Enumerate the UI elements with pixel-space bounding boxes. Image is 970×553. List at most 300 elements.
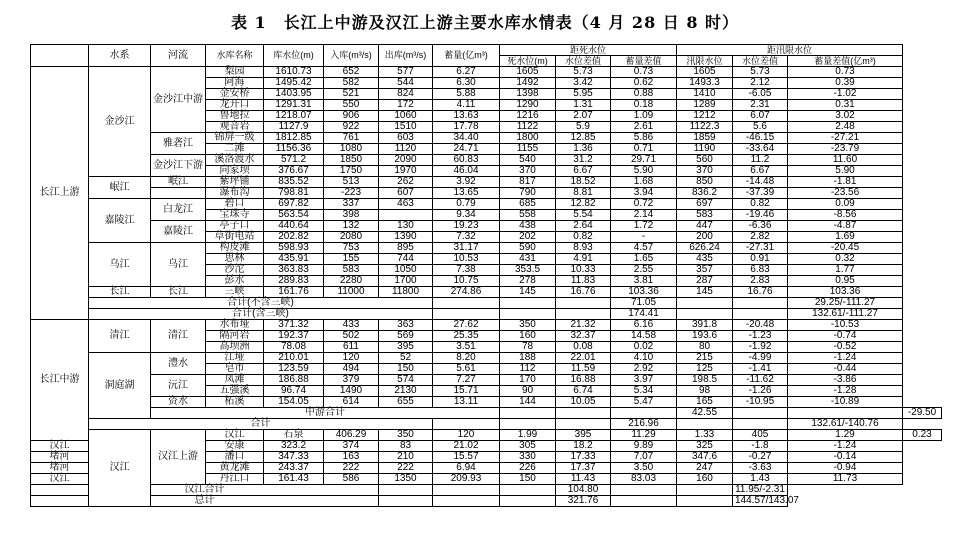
table-cell: 25.35 xyxy=(433,331,500,342)
table-cell: 0.32 xyxy=(788,254,903,265)
table-cell: 1492 xyxy=(500,78,556,89)
table-cell: 6.07 xyxy=(733,111,788,122)
table-cell: 21.32 xyxy=(556,320,611,331)
table-cell: 24.71 xyxy=(433,144,500,155)
table-cell: 90 xyxy=(500,386,556,397)
table-cell: 353.5 xyxy=(500,265,556,276)
table-cell xyxy=(733,408,788,419)
table-cell: 363 xyxy=(379,320,433,331)
table-cell xyxy=(677,298,733,309)
table-cell: 12.85 xyxy=(556,133,611,144)
table-cell: 161.76 xyxy=(264,287,324,298)
table-cell: 1495.42 xyxy=(264,78,324,89)
table-cell: 6.94 xyxy=(433,463,500,474)
table-cell: 3.92 xyxy=(433,177,500,188)
table-cell: 103.36 xyxy=(611,287,677,298)
table-cell: 13.65 xyxy=(433,188,500,199)
table-cell: -1.81 xyxy=(788,177,903,188)
table-cell: 1700 xyxy=(379,276,433,287)
table-row xyxy=(31,375,942,386)
table-cell: 652 xyxy=(324,67,379,78)
table-cell: 7.38 xyxy=(433,265,500,276)
table-cell: -23.79 xyxy=(788,144,903,155)
table-cell: 502 xyxy=(324,331,379,342)
table-cell: -0.52 xyxy=(788,342,903,353)
table-cell: 岷江 xyxy=(151,177,206,188)
table-cell: 草街电站 xyxy=(206,232,264,243)
table-cell: 水布垭 xyxy=(206,320,264,331)
table-cell: 192.37 xyxy=(264,331,324,342)
table-cell: 溪洛渡水 xyxy=(206,155,264,166)
table-cell: 753 xyxy=(324,243,379,254)
table-cell: 216.96 xyxy=(611,419,677,430)
table-cell: 合计 xyxy=(89,419,433,430)
summary-row xyxy=(31,485,942,496)
table-cell: 3.51 xyxy=(433,342,500,353)
table-cell xyxy=(556,408,611,419)
table-cell: 200 xyxy=(677,232,733,243)
summary-row xyxy=(31,496,942,507)
table-cell: 287 xyxy=(677,276,733,287)
flood-level-header: 汛限水位 xyxy=(677,56,733,67)
table-cell: 14.58 xyxy=(611,331,677,342)
table-cell: 汉江 xyxy=(31,474,89,485)
table-cell xyxy=(556,309,611,320)
table-cell: 1.68 xyxy=(611,177,677,188)
table-cell: -1.41 xyxy=(733,364,788,375)
table-cell: 1750 xyxy=(324,166,379,177)
table-cell xyxy=(151,188,206,199)
table-cell: 558 xyxy=(500,210,556,221)
table-cell: 1060 xyxy=(379,111,433,122)
table-cell: 274.86 xyxy=(433,287,500,298)
table-cell: 198.5 xyxy=(677,375,733,386)
table-cell: 29.25/-111.27 xyxy=(788,298,903,309)
table-cell: 11.43 xyxy=(556,474,611,485)
table-cell: 4.57 xyxy=(611,243,677,254)
table-cell: 1.29 xyxy=(788,430,903,441)
table-cell: 744 xyxy=(379,254,433,265)
table-cell: 金沙江中游 xyxy=(151,67,206,133)
table-cell: 堵河 xyxy=(31,452,89,463)
table-cell: 406.29 xyxy=(324,430,379,441)
table-cell: 463 xyxy=(379,199,433,210)
table-cell: 447 xyxy=(677,221,733,232)
table-cell: 0.08 xyxy=(556,342,611,353)
table-cell: 6.67 xyxy=(733,166,788,177)
table-cell: 长江中游 xyxy=(31,320,89,441)
table-cell: 8.93 xyxy=(556,243,611,254)
outflow-header: 出库(m³/s) xyxy=(379,45,433,67)
table-cell: 1.72 xyxy=(611,221,677,232)
table-cell: 5.47 xyxy=(611,397,677,408)
table-cell: 350 xyxy=(379,430,433,441)
table-cell: 4.10 xyxy=(611,353,677,364)
table-cell: 澧水 xyxy=(151,353,206,375)
table-cell: 2.83 xyxy=(733,276,788,287)
table-cell: 330 xyxy=(500,452,556,463)
table-cell: 3.42 xyxy=(556,78,611,89)
table-cell: 582 xyxy=(324,78,379,89)
flood-storage-header: 蓄量差值(亿m³) xyxy=(788,56,903,67)
table-cell: 1510 xyxy=(379,122,433,133)
table-cell: -1.8 xyxy=(733,441,788,452)
table-cell: 1410 xyxy=(677,89,733,100)
table-cell xyxy=(677,496,733,507)
table-cell: 鲁地拉 xyxy=(206,111,264,122)
table-cell: 132 xyxy=(324,221,379,232)
table-cell: 1190 xyxy=(677,144,733,155)
table-cell: 18.52 xyxy=(556,177,611,188)
table-cell: 46.04 xyxy=(433,166,500,177)
table-cell: 144 xyxy=(500,397,556,408)
table-cell: 汉江合计 xyxy=(31,485,379,496)
table-cell: 2.82 xyxy=(733,232,788,243)
table-cell: 5.86 xyxy=(611,133,677,144)
table-cell: 1122.3 xyxy=(677,122,733,133)
table-cell: -6.05 xyxy=(733,89,788,100)
table-cell: 96.74 xyxy=(264,386,324,397)
table-cell: -10.89 xyxy=(788,397,903,408)
table-cell xyxy=(788,408,903,419)
table-cell: 沙沱 xyxy=(206,265,264,276)
table-cell: 白龙江 xyxy=(151,199,206,221)
table-cell: 202 xyxy=(500,232,556,243)
table-cell: 16.76 xyxy=(733,287,788,298)
table-cell xyxy=(733,419,788,430)
table-cell xyxy=(500,496,556,507)
table-cell: 80 xyxy=(677,342,733,353)
table-cell: 6.74 xyxy=(556,386,611,397)
table-cell: 向家坝 xyxy=(206,166,264,177)
table-cell xyxy=(433,496,500,507)
table-cell: 0.09 xyxy=(788,199,903,210)
table-row xyxy=(31,353,942,364)
table-cell: 0.18 xyxy=(611,100,677,111)
table-cell: 安康 xyxy=(206,441,264,452)
table-cell: 汉江 xyxy=(206,430,264,441)
table-cell: 8.81 xyxy=(556,188,611,199)
table-cell: 龙开口 xyxy=(206,100,264,111)
table-cell: 123.59 xyxy=(264,364,324,375)
table-cell xyxy=(733,298,788,309)
table-cell: -20.45 xyxy=(788,243,903,254)
table-cell: 78 xyxy=(500,342,556,353)
table-cell: 18.2 xyxy=(556,441,611,452)
table-cell: 188 xyxy=(500,353,556,364)
table-cell: 305 xyxy=(500,441,556,452)
table-cell: 655 xyxy=(379,397,433,408)
table-cell: 247 xyxy=(677,463,733,474)
table-cell: 紫坪铺 xyxy=(206,177,264,188)
table-cell: 1.36 xyxy=(556,144,611,155)
reservoir-table xyxy=(30,44,942,507)
table-row xyxy=(31,243,942,254)
table-cell: 1289 xyxy=(677,100,733,111)
table-cell: 1800 xyxy=(500,133,556,144)
table-cell: 571.2 xyxy=(264,155,324,166)
table-cell: 790 xyxy=(500,188,556,199)
table-cell: 835.52 xyxy=(264,177,324,188)
flood-diff-header: 水位差值 xyxy=(733,56,788,67)
table-cell: 0.82 xyxy=(556,232,611,243)
table-cell: 五强溪 xyxy=(206,386,264,397)
table-cell: 1970 xyxy=(379,166,433,177)
table-cell: 193.6 xyxy=(677,331,733,342)
table-cell: 350 xyxy=(500,320,556,331)
level-header: 库水位(m) xyxy=(264,45,324,67)
table-cell: -19.46 xyxy=(733,210,788,221)
table-cell: 观音岩 xyxy=(206,122,264,133)
table-cell: 汉江 xyxy=(89,430,151,507)
table-cell xyxy=(500,298,556,309)
table-cell: 11000 xyxy=(324,287,379,298)
table-cell: 7.32 xyxy=(433,232,500,243)
table-cell: 586 xyxy=(324,474,379,485)
table-cell: 5.61 xyxy=(433,364,500,375)
table-cell: -0.94 xyxy=(788,463,903,474)
table-cell: 685 xyxy=(500,199,556,210)
table-cell: 34.40 xyxy=(433,133,500,144)
table-cell: 2.07 xyxy=(556,111,611,122)
table-cell: 150 xyxy=(379,364,433,375)
table-cell: 27.62 xyxy=(433,320,500,331)
table-row xyxy=(31,287,942,298)
table-cell: -1.28 xyxy=(788,386,903,397)
table-cell: 乌江 xyxy=(89,243,151,287)
table-cell: 合计(不含三峡) xyxy=(89,298,433,309)
table-cell: 150 xyxy=(500,474,556,485)
table-cell: 583 xyxy=(324,265,379,276)
table-cell: 31.2 xyxy=(556,155,611,166)
table-cell: 2.64 xyxy=(556,221,611,232)
table-cell: 1212 xyxy=(677,111,733,122)
table-cell: 906 xyxy=(324,111,379,122)
table-cell: 172 xyxy=(379,100,433,111)
table-cell: -6.36 xyxy=(733,221,788,232)
table-cell: 374 xyxy=(324,441,379,452)
table-cell: 2.14 xyxy=(611,210,677,221)
table-cell: 376.67 xyxy=(264,166,324,177)
table-cell: -3.63 xyxy=(733,463,788,474)
table-cell: 11.73 xyxy=(788,474,903,485)
storage-header: 蓄量(亿m³) xyxy=(433,45,500,67)
table-cell: 11.2 xyxy=(733,155,788,166)
table-cell: 丹江口 xyxy=(206,474,264,485)
table-cell: 78.08 xyxy=(264,342,324,353)
table-cell: 金安桥 xyxy=(206,89,264,100)
table-cell: 120 xyxy=(324,353,379,364)
table-cell xyxy=(433,309,500,320)
table-cell: 0.88 xyxy=(611,89,677,100)
table-cell: 29.71 xyxy=(611,155,677,166)
table-cell: 乌江 xyxy=(151,243,206,287)
table-cell: 13.11 xyxy=(433,397,500,408)
table-cell: 697 xyxy=(677,199,733,210)
table-cell: 5.73 xyxy=(733,67,788,78)
table-cell: 1080 xyxy=(324,144,379,155)
table-cell: 603 xyxy=(379,133,433,144)
table-cell: 435.91 xyxy=(264,254,324,265)
table-cell: 1050 xyxy=(379,265,433,276)
table-cell xyxy=(500,485,556,496)
table-cell: 汉江 xyxy=(31,441,89,452)
table-cell: 0.39 xyxy=(788,78,903,89)
table-cell: -10.53 xyxy=(788,320,903,331)
table-cell: 15.71 xyxy=(433,386,500,397)
table-cell: 洞庭湖 xyxy=(89,353,151,419)
table-cell: 嘉陵江 xyxy=(151,221,206,243)
table-cell: 1.31 xyxy=(556,100,611,111)
table-cell: 梨园 xyxy=(206,67,264,78)
table-cell: 2090 xyxy=(379,155,433,166)
table-cell xyxy=(611,496,677,507)
table-cell: 2280 xyxy=(324,276,379,287)
table-cell: 103.36 xyxy=(788,287,903,298)
table-cell: 1291.31 xyxy=(264,100,324,111)
reservoir-header: 水库名称 xyxy=(206,45,264,67)
table-cell xyxy=(611,485,677,496)
table-cell: 清江 xyxy=(151,320,206,353)
table-cell: 中游合计 xyxy=(151,408,500,419)
table-cell: 697.82 xyxy=(264,199,324,210)
table-cell: 1.69 xyxy=(788,232,903,243)
table-cell xyxy=(611,408,677,419)
table-cell: 黄龙滩 xyxy=(206,463,264,474)
flood-level-group-header: 距汛限水位 xyxy=(677,45,903,56)
dead-level-header: 死水位(m) xyxy=(500,56,556,67)
table-row xyxy=(31,133,942,144)
table-cell: 161.43 xyxy=(264,474,324,485)
table-cell: 165 xyxy=(677,397,733,408)
table-cell: 1216 xyxy=(500,111,556,122)
table-cell: 836.2 xyxy=(677,188,733,199)
table-cell: -1.24 xyxy=(788,353,903,364)
table-cell: 160 xyxy=(677,474,733,485)
table-cell: 汉江上游 xyxy=(151,430,206,485)
table-cell: 0.62 xyxy=(611,78,677,89)
table-row xyxy=(31,221,942,232)
table-cell: 10.05 xyxy=(556,397,611,408)
table-cell: 577 xyxy=(379,67,433,78)
table-cell: 607 xyxy=(379,188,433,199)
table-cell: 嘉陵江 xyxy=(89,199,151,243)
table-cell: 278 xyxy=(500,276,556,287)
table-cell: 1610.73 xyxy=(264,67,324,78)
table-cell: 0.79 xyxy=(433,199,500,210)
inflow-header: 入库(m³/s) xyxy=(324,45,379,67)
table-cell: 160 xyxy=(500,331,556,342)
table-cell: 2.31 xyxy=(733,100,788,111)
table-cell: 3.97 xyxy=(611,375,677,386)
table-cell: 563.54 xyxy=(264,210,324,221)
table-cell: 2130 xyxy=(379,386,433,397)
table-cell: 6.27 xyxy=(433,67,500,78)
table-cell: 彭水 xyxy=(206,276,264,287)
table-cell: 1398 xyxy=(500,89,556,100)
table-cell: 17.37 xyxy=(556,463,611,474)
table-cell: 540 xyxy=(500,155,556,166)
table-cell: 10.33 xyxy=(556,265,611,276)
table-cell: 9.89 xyxy=(611,441,677,452)
table-cell: 895 xyxy=(379,243,433,254)
table-cell: -0.44 xyxy=(788,364,903,375)
table-cell: 590 xyxy=(500,243,556,254)
table-cell: 1850 xyxy=(324,155,379,166)
table-cell: 6.67 xyxy=(556,166,611,177)
table-cell: 金沙江下游 xyxy=(151,155,206,177)
table-cell xyxy=(433,485,500,496)
table-cell: 19.23 xyxy=(433,221,500,232)
table-cell: 222 xyxy=(324,463,379,474)
table-cell: 130 xyxy=(379,221,433,232)
table-cell: 405 xyxy=(733,430,788,441)
table-cell: 清江 xyxy=(89,320,151,353)
table-cell: 60.83 xyxy=(433,155,500,166)
table-cell: 15.57 xyxy=(433,452,500,463)
table-cell: 1493.3 xyxy=(677,78,733,89)
table-cell: 7.07 xyxy=(611,452,677,463)
table-cell: 850 xyxy=(677,177,733,188)
table-cell: 5.73 xyxy=(556,67,611,78)
table-cell xyxy=(500,408,556,419)
table-cell: -10.95 xyxy=(733,397,788,408)
table-cell: -1.23 xyxy=(733,331,788,342)
table-cell: 560 xyxy=(677,155,733,166)
table-cell: 1.43 xyxy=(733,474,788,485)
table-cell: 395 xyxy=(556,430,611,441)
table-cell: 431 xyxy=(500,254,556,265)
dead-storage-header: 蓄量差值 xyxy=(611,56,677,67)
table-cell: 226 xyxy=(500,463,556,474)
table-cell xyxy=(556,298,611,309)
table-cell: 435 xyxy=(677,254,733,265)
table-cell: 357 xyxy=(677,265,733,276)
table-body xyxy=(31,67,942,507)
table-cell: -4.87 xyxy=(788,221,903,232)
table-cell: 21.02 xyxy=(433,441,500,452)
table-cell: -23.56 xyxy=(788,188,903,199)
table-cell: 江垭 xyxy=(206,353,264,364)
table-cell: 98 xyxy=(677,386,733,397)
table-cell: 513 xyxy=(324,177,379,188)
table-row xyxy=(31,430,942,441)
region-header xyxy=(31,45,89,67)
table-cell: 104.80 xyxy=(556,485,611,496)
table-cell: 5.88 xyxy=(433,89,500,100)
table-cell: 1390 xyxy=(379,232,433,243)
table-cell: 210 xyxy=(379,452,433,463)
table-cell: 17.33 xyxy=(556,452,611,463)
system-header: 水系 xyxy=(89,45,151,67)
table-cell: 宝珠寺 xyxy=(206,210,264,221)
table-cell: 0.02 xyxy=(611,342,677,353)
table-cell: 7.27 xyxy=(433,375,500,386)
table-cell: -1.24 xyxy=(788,441,903,452)
table-cell: 石泉 xyxy=(264,430,324,441)
table-cell: 构皮滩 xyxy=(206,243,264,254)
table-cell: 皂市 xyxy=(206,364,264,375)
table-cell: 凤滩 xyxy=(206,375,264,386)
table-cell: 隔河岩 xyxy=(206,331,264,342)
table-cell xyxy=(733,309,788,320)
table-cell: 363.83 xyxy=(264,265,324,276)
table-cell: -1.02 xyxy=(788,89,903,100)
table-cell: 440.64 xyxy=(264,221,324,232)
table-cell: 215 xyxy=(677,353,733,364)
table-cell: 长江上游 xyxy=(31,67,89,320)
table-cell xyxy=(379,485,433,496)
